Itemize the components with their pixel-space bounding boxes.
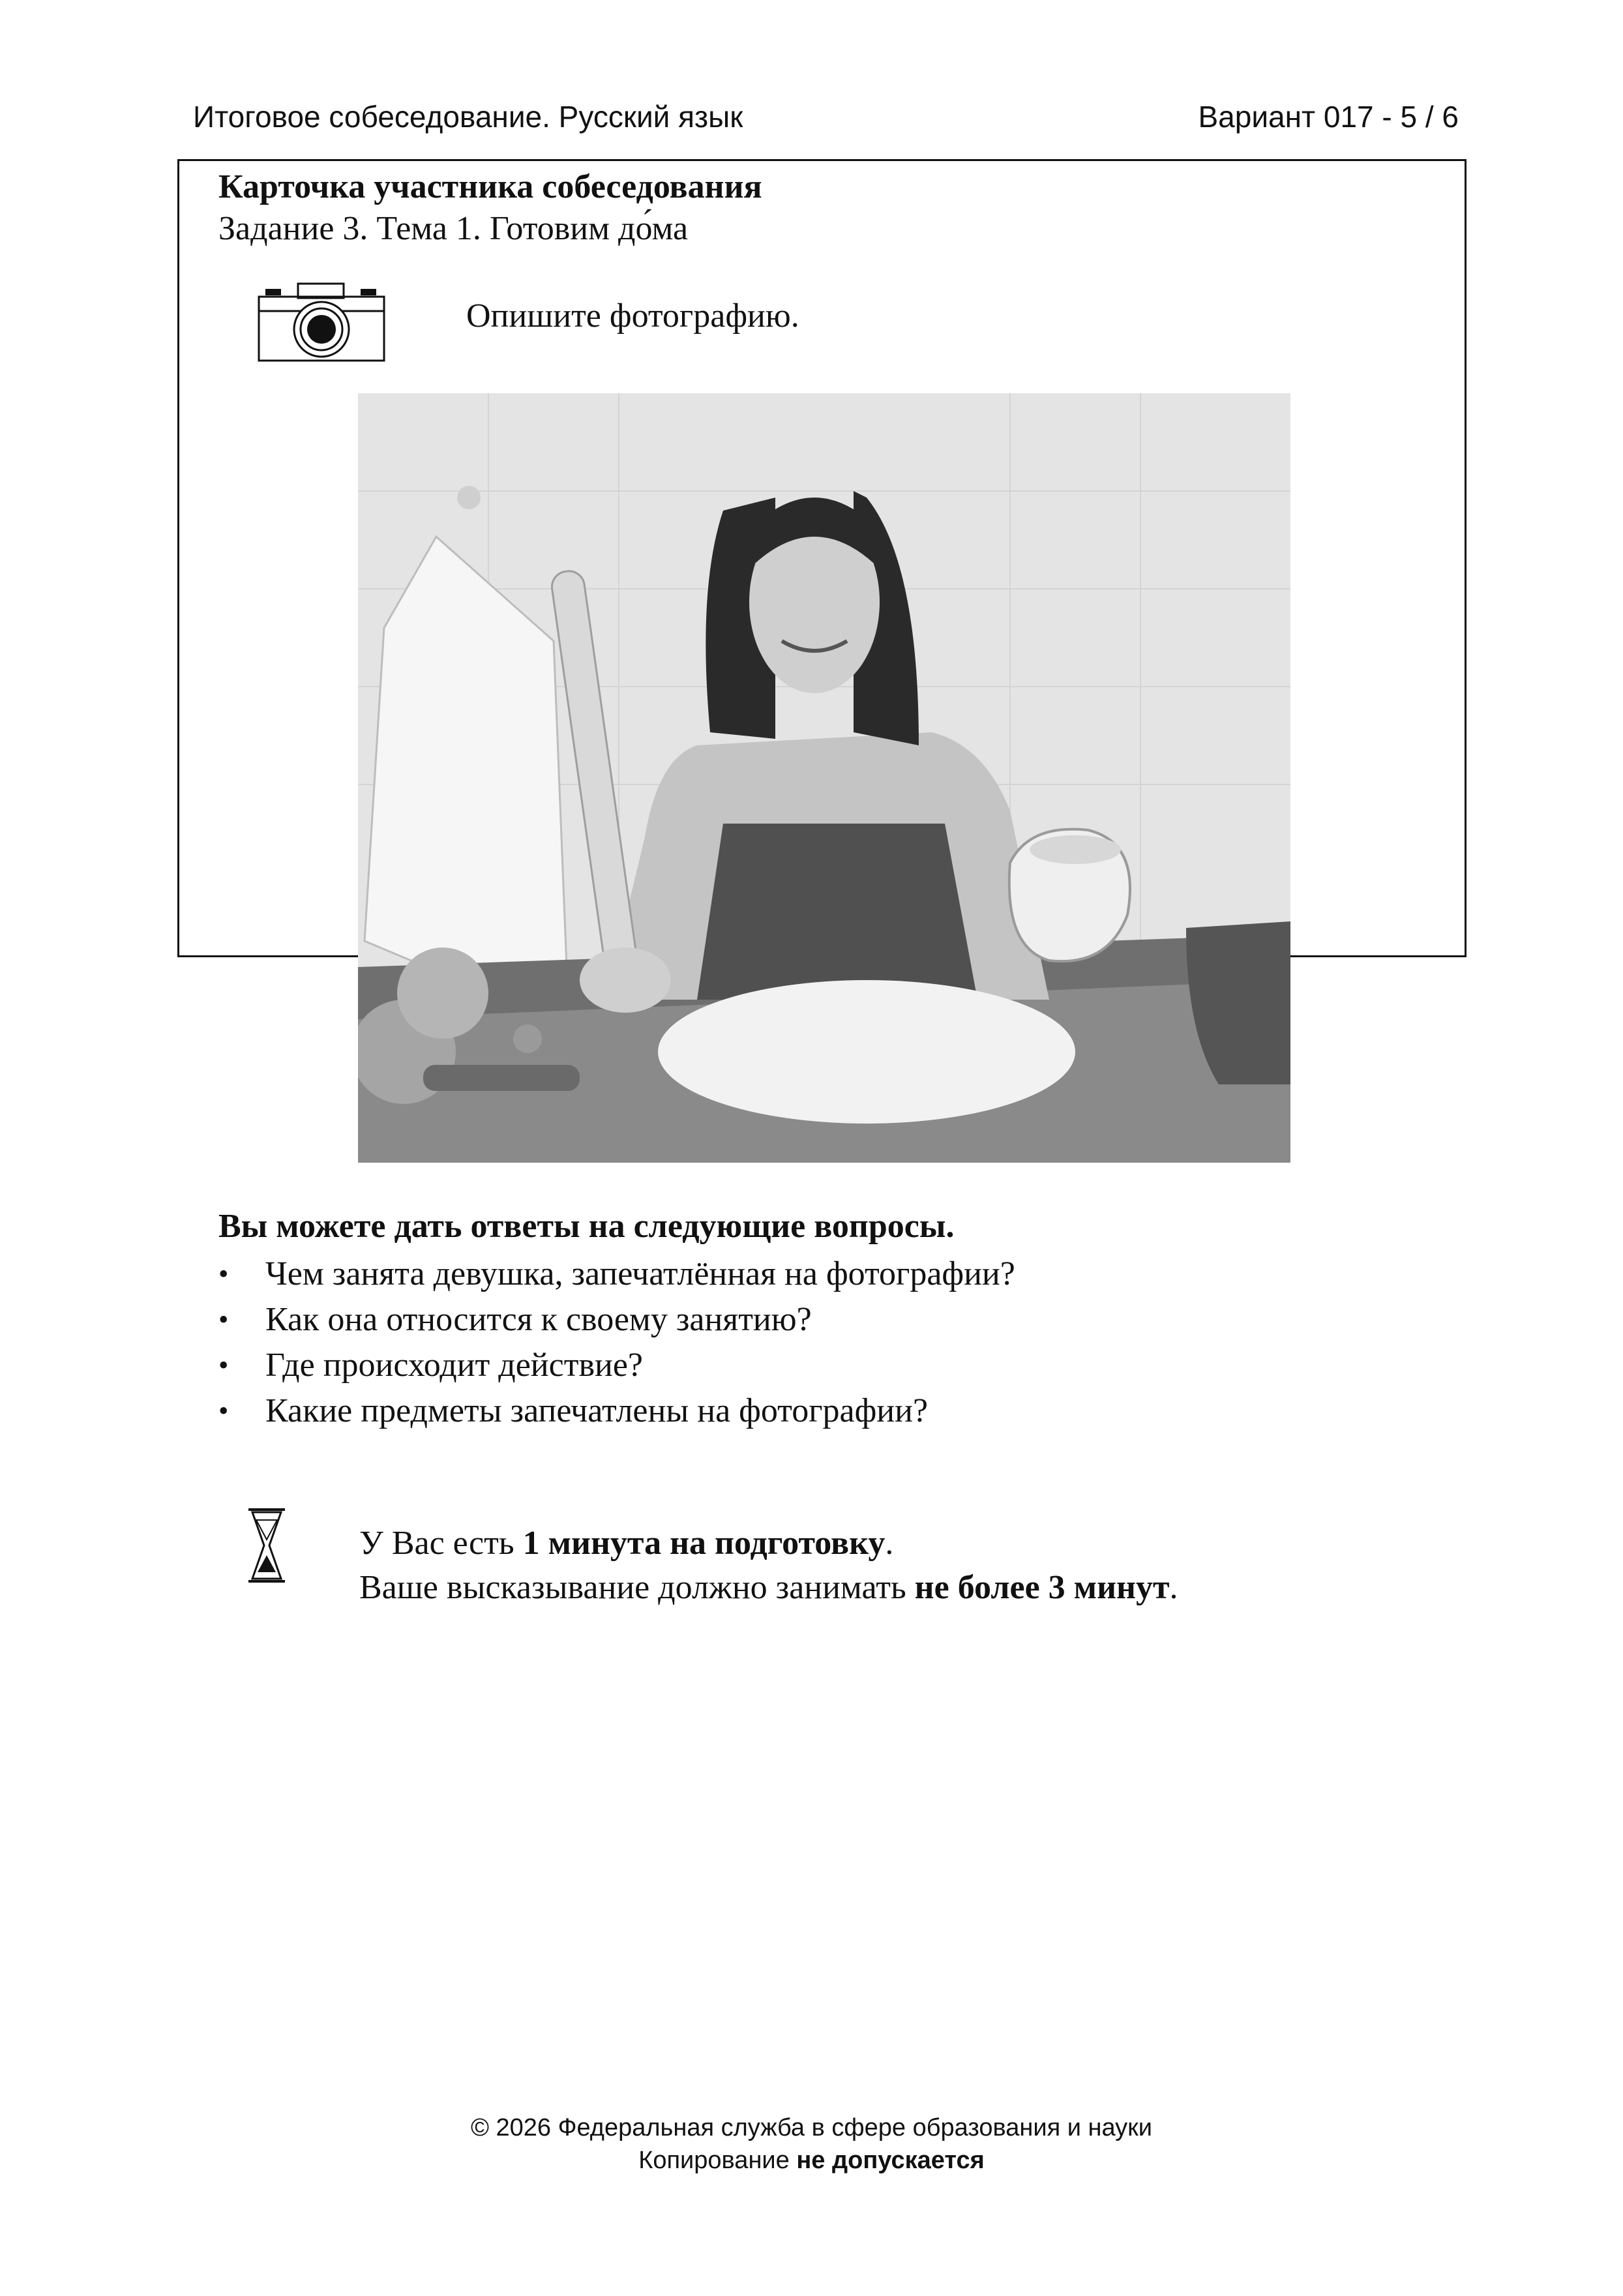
question-text: Чем занята девушка, запечатлённая на фотографии? (265, 1255, 1015, 1292)
bullet-icon: • (218, 1258, 229, 1290)
footer-copy-notice: Копирование не допускается (638, 2147, 985, 2174)
list-item (218, 1343, 1015, 1388)
bullet-icon: • (218, 1349, 229, 1381)
list-item (218, 1251, 1015, 1297)
header-variant: Вариант 017 - 5 / 6 (1198, 100, 1459, 134)
answer-time-line: Ваше высказывание должно занимать не более 3 минут. (359, 1569, 1178, 1606)
camera-icon (256, 278, 387, 363)
question-text: Где происходит действие? (265, 1347, 643, 1384)
photo-woman-kitchen (358, 393, 1290, 1163)
hourglass-icon (246, 1507, 288, 1584)
card-subtitle: Задание 3. Тема 1. Готовим до́ма (218, 210, 689, 247)
card-title: Карточка участника собеседования (218, 168, 762, 205)
questions-heading: Вы можете дать ответы на следующие вопросы. (218, 1208, 955, 1245)
bullet-icon: • (218, 1395, 229, 1427)
footer-copyright: © 2026 Федеральная служба в сфере образования и науки (470, 2114, 1153, 2141)
describe-instruction: Опишите фотографию. (466, 297, 799, 335)
participant-card (177, 159, 1467, 1606)
prep-time-line: У Вас есть 1 минута на подготовку. (359, 1525, 894, 1562)
list-item (218, 1388, 1015, 1434)
question-text: Как она относится к своему занятию? (265, 1301, 812, 1338)
header-title: Итоговое собеседование. Русский язык (193, 100, 743, 134)
question-text: Какие предметы запечатлены на фотографии? (265, 1392, 929, 1429)
questions-list (218, 1251, 1015, 1434)
bullet-icon: • (218, 1304, 229, 1335)
list-item (218, 1297, 1015, 1343)
